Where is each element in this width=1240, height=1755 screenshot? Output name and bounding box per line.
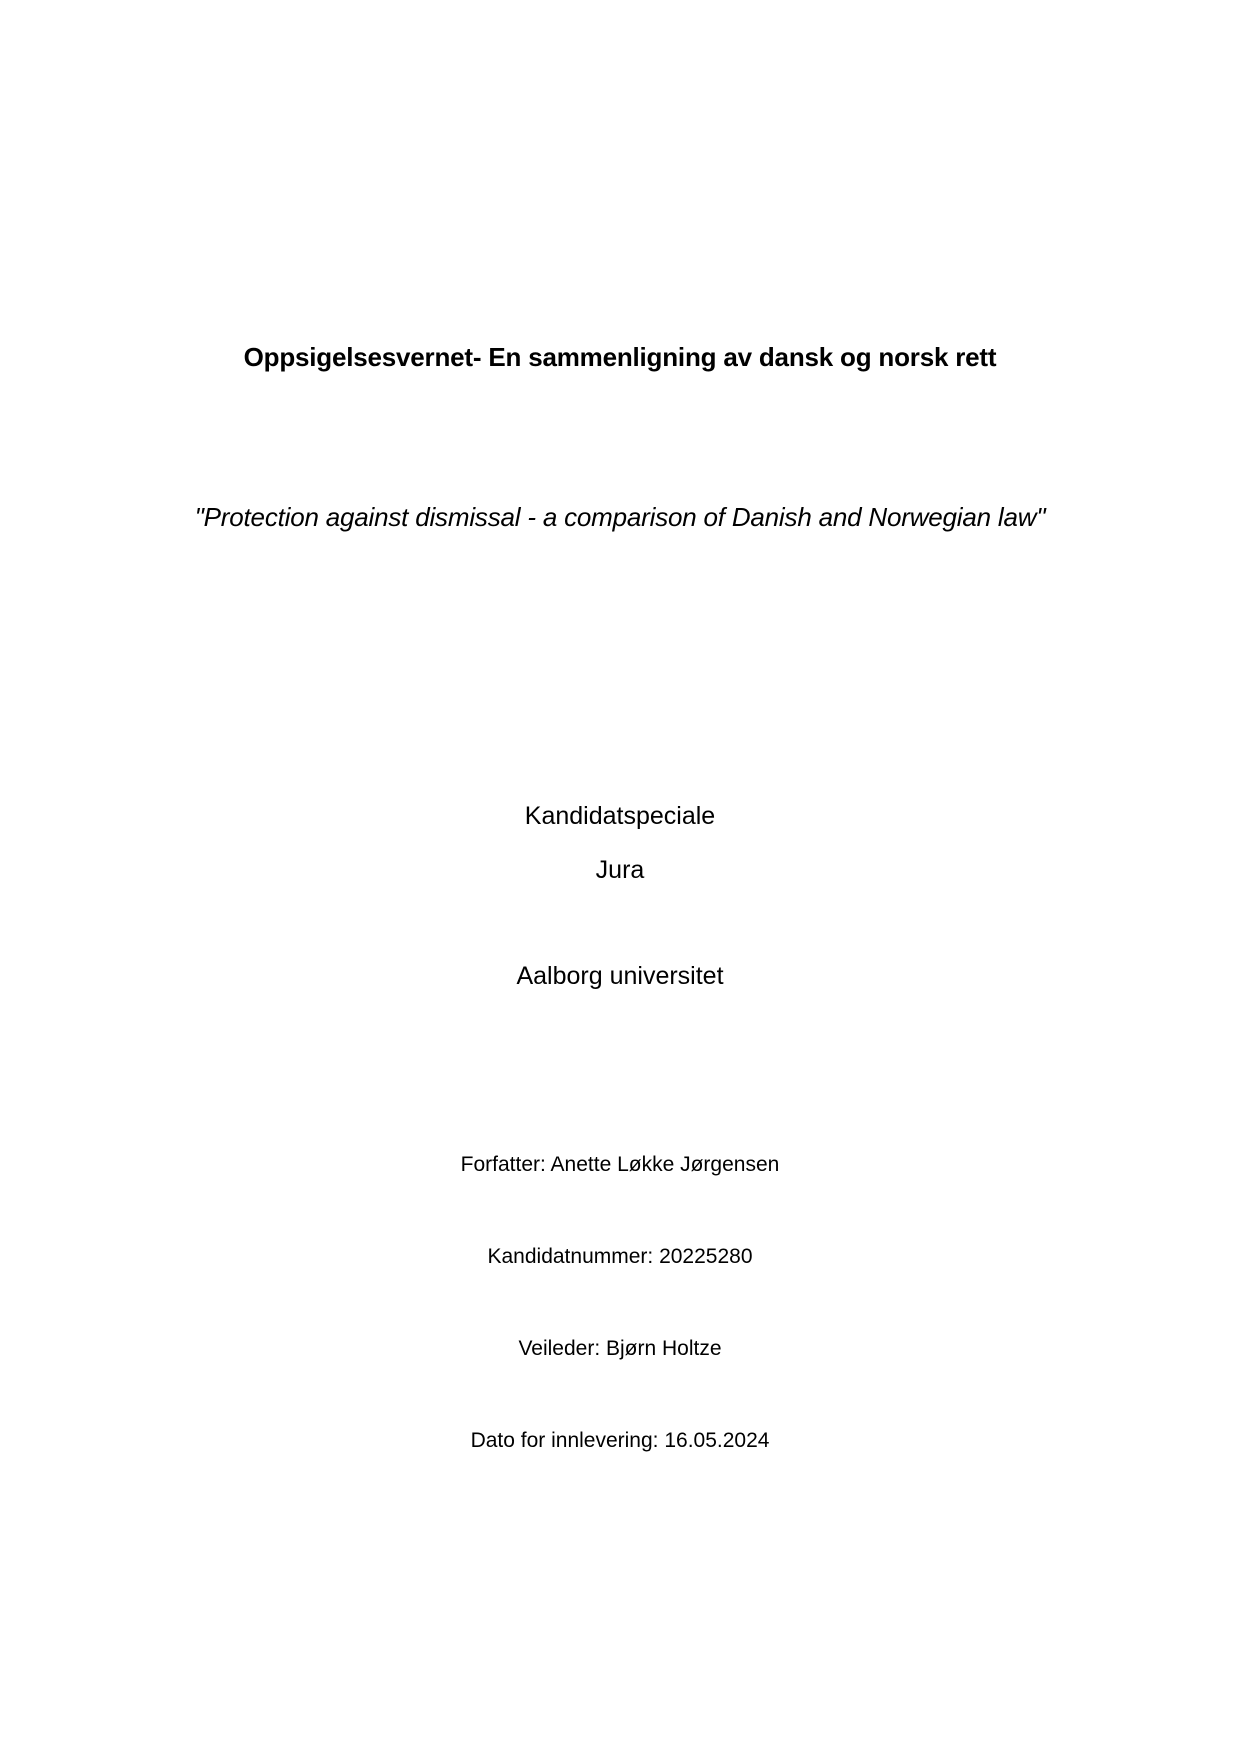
author-line: Forfatter: Anette Løkke Jørgensen (460, 1153, 780, 1176)
degree-type: Kandidatspeciale (524, 802, 716, 830)
field-of-study: Jura (595, 856, 645, 884)
thesis-title: Oppsigelsesvernet- En sammenligning av dansk og norsk rett (243, 342, 997, 372)
university-name: Aalborg universitet (516, 962, 724, 990)
thesis-subtitle-english: "Protection against dismissal - a comparison of Danish and Norwegian law" (194, 502, 1046, 532)
submission-date-line: Dato for innlevering: 16.05.2024 (470, 1429, 770, 1452)
supervisor-line: Veileder: Bjørn Holtze (518, 1337, 722, 1360)
candidate-number-line: Kandidatnummer: 20225280 (487, 1245, 753, 1268)
